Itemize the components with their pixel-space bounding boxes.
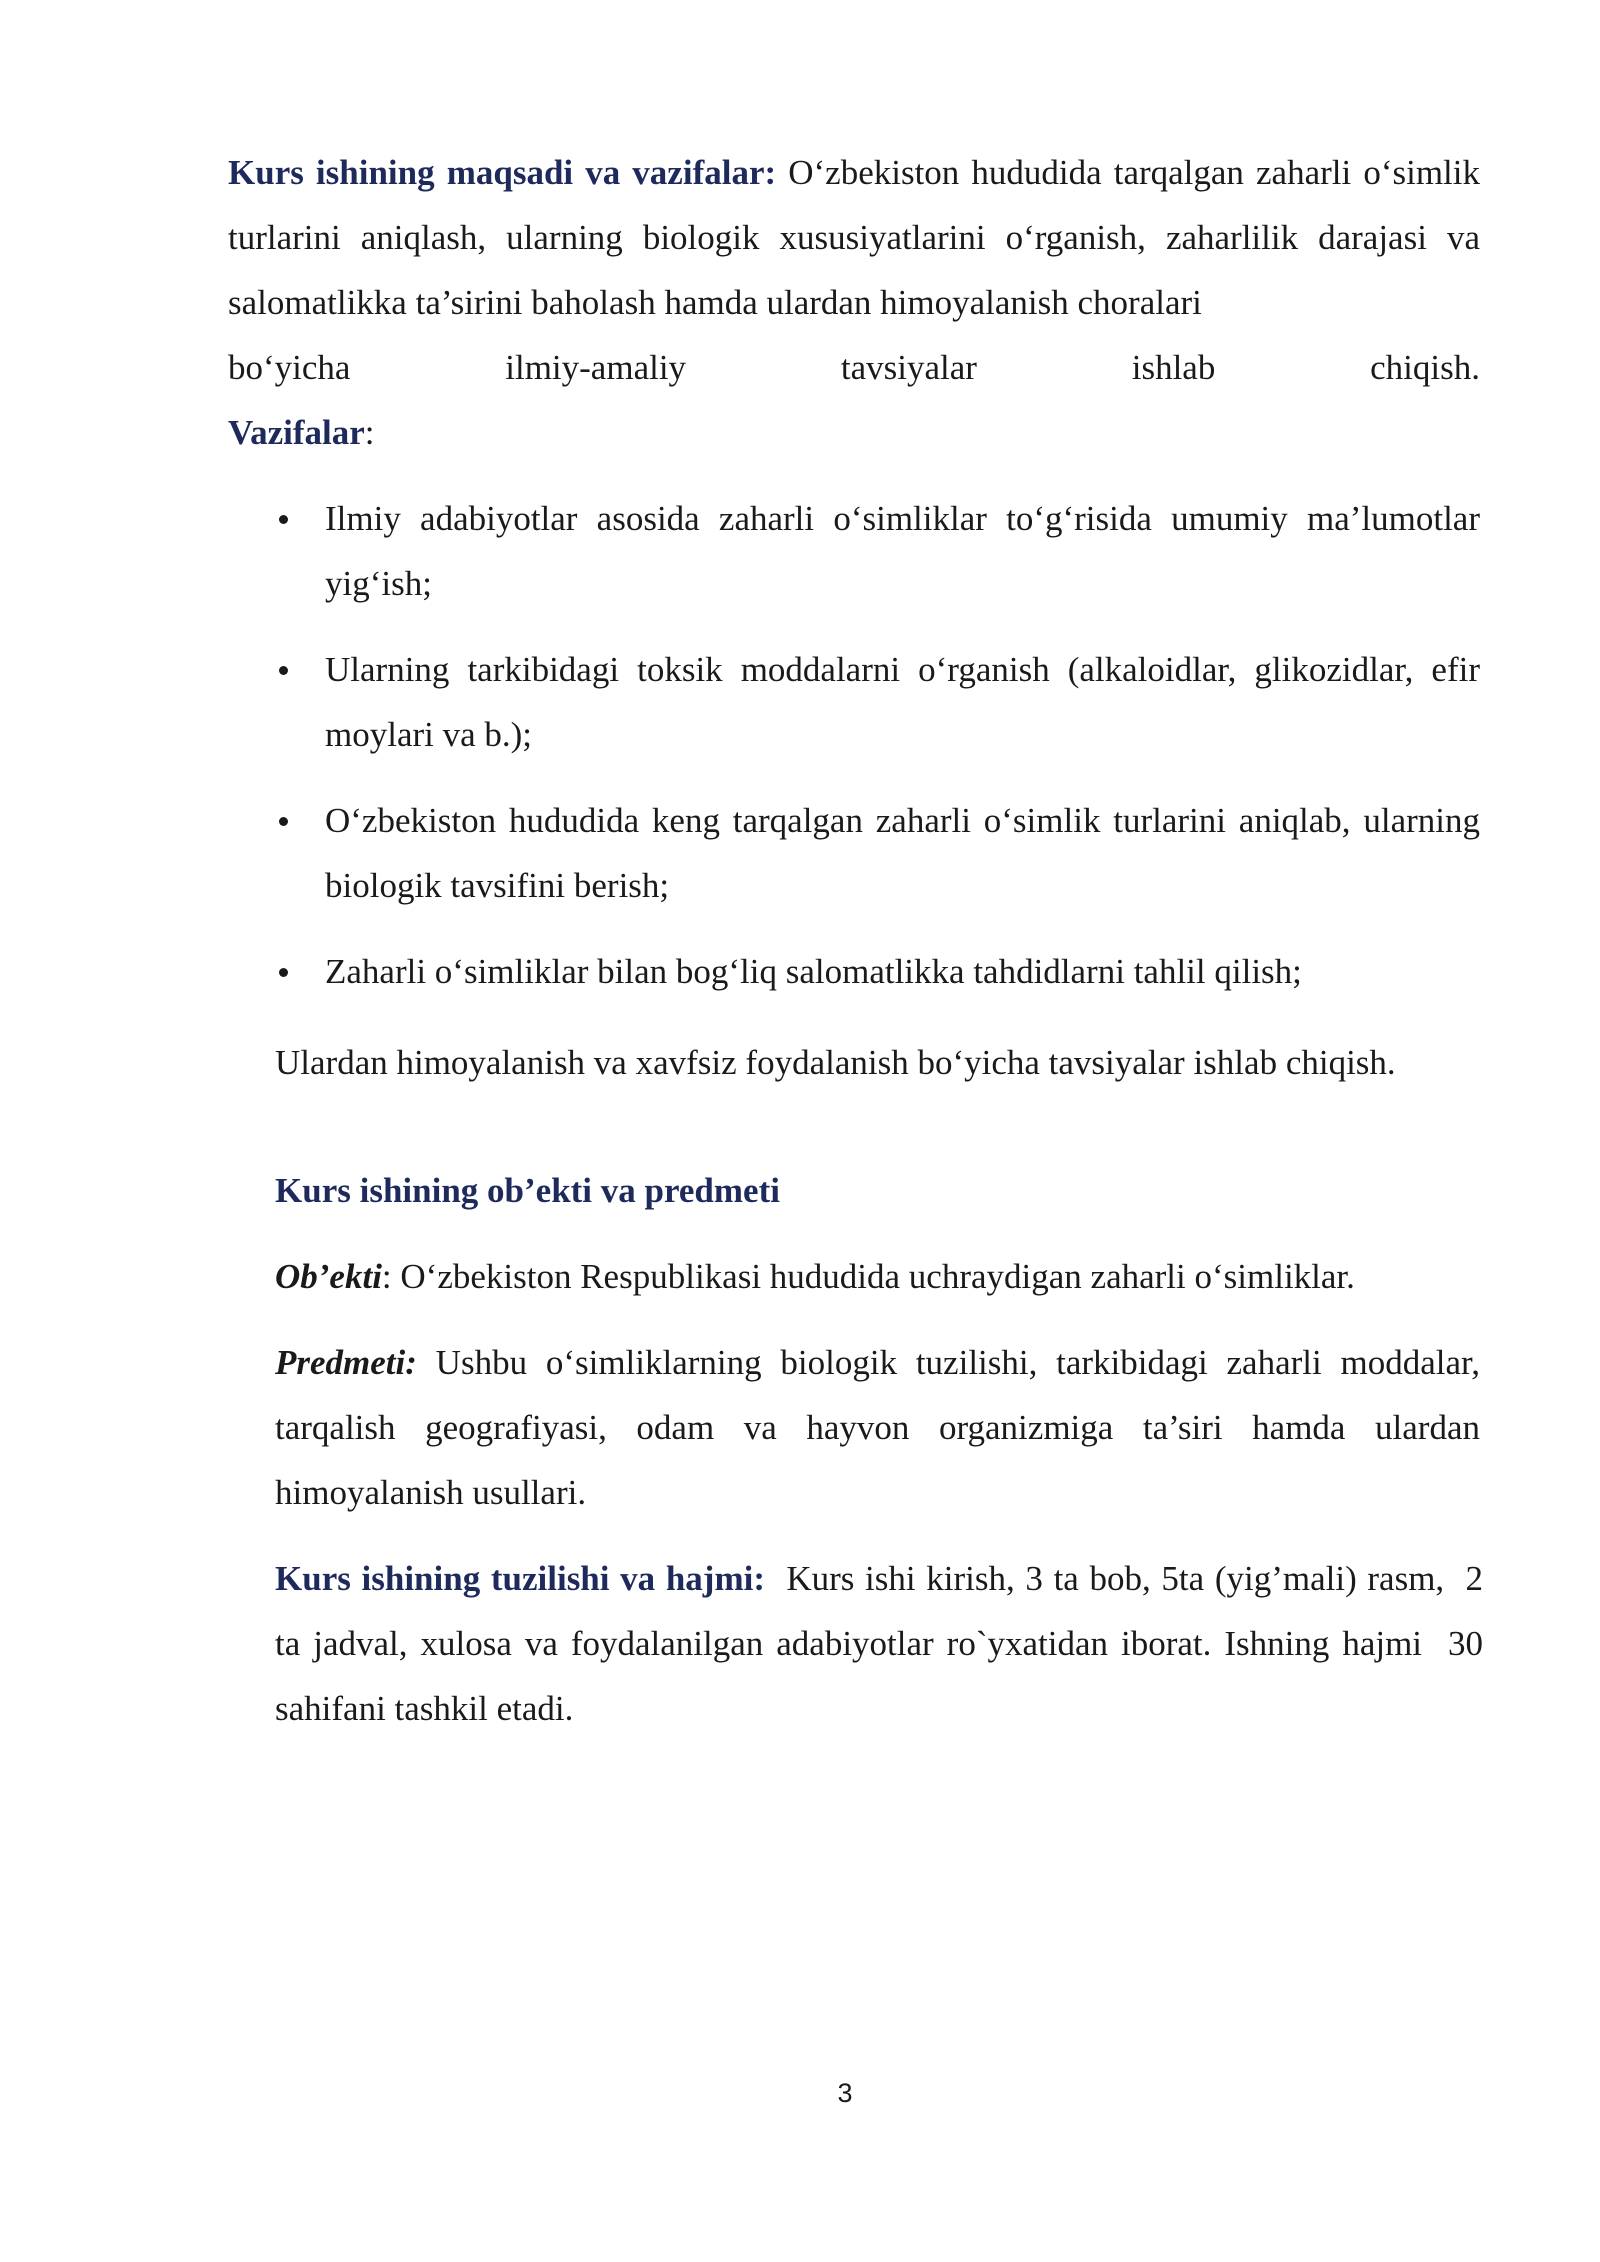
list-item bbox=[275, 637, 1480, 767]
subject-paragraph bbox=[275, 1330, 1480, 1525]
object-paragraph bbox=[275, 1244, 1525, 1309]
goal-heading: Kurs ishining maqsadi va vazifalar: bbox=[228, 153, 777, 192]
task-item-text: Ilmiy adabiyotlar asosida zaharli o‘simliklar to‘g‘risida umumiy ma’lumotlar yig‘ish; bbox=[325, 499, 1480, 603]
structure-heading: Kurs ishining tuzilishi va hajmi: bbox=[275, 1559, 765, 1598]
list-item bbox=[275, 486, 1480, 616]
object-text: : O‘zbekiston Respublikasi hududida uchraydigan zaharli o‘simliklar. bbox=[381, 1257, 1355, 1296]
bullet-icon bbox=[279, 968, 288, 977]
goal-text: O‘zbekiston hududida tarqalgan zaharli o‘simlik turlarini aniqlash, ularning biologik xususiyatlarini o‘rganish, zaharlilik darajasi va salomatlikka ta’sirini baholash hamda ulardan himoyalanish choralari bbox=[228, 153, 1480, 322]
tasks-heading-line bbox=[228, 400, 828, 465]
subject-text: Ushbu o‘simliklarning biologik tuzilishi, tarkibidagi zaharli moddalar, tarqalish geografiyasi, odam va hayvon organizmiga ta’siri hamda ulardan himoyalanish usullari. bbox=[275, 1343, 1480, 1512]
structure-paragraph bbox=[275, 1546, 1492, 1741]
task-item-text: Zaharli o‘simliklar bilan bog‘liq salomatlikka tahdidlarni tahlil qilish; bbox=[325, 952, 1302, 991]
structure-text: Kurs ishi kirish, 3 ta bob, 5ta (yig’mali) rasm, 2 ta jadval, xulosa va foydalanilgan adabiyotlar ro`yxatidan iborat. Ishning hajmi 30 sahifani tashkil etadi. bbox=[275, 1559, 1492, 1728]
list-item bbox=[275, 939, 1480, 1004]
task-item-text: O‘zbekiston hududida keng tarqalgan zaharli o‘simlik turlarini aniqlab, ularning biologik tavsifini berish; bbox=[325, 801, 1480, 905]
task-item-text: Ularning tarkibidagi toksik moddalarni o‘rganish (alkaloidlar, glikozidlar, efir moylari va b.); bbox=[325, 650, 1480, 754]
goal-paragraph bbox=[228, 140, 1480, 400]
bullet-icon bbox=[279, 817, 288, 826]
tasks-closing-paragraph: Ulardan himoyalanish va xavfsiz foydalanish bo‘yicha tavsiyalar ishlab chiqish. bbox=[275, 1043, 1396, 1082]
object-label: Ob’ekti bbox=[275, 1257, 382, 1296]
bullet-icon bbox=[279, 515, 288, 524]
goal-text-last-line: bo‘yicha ilmiy-amaliy tavsiyalar ishlab chiqish. bbox=[228, 348, 1480, 387]
subject-label: Predmeti: bbox=[275, 1343, 417, 1382]
tasks-heading-colon: : bbox=[364, 413, 375, 452]
bullet-icon bbox=[279, 666, 288, 675]
tasks-list bbox=[275, 486, 1480, 1025]
object-subject-heading: Kurs ishining ob’ekti va predmeti bbox=[275, 1171, 780, 1210]
list-item bbox=[275, 788, 1480, 918]
tasks-heading: Vazifalar bbox=[228, 413, 365, 452]
page-number: 3 bbox=[837, 2078, 853, 2108]
